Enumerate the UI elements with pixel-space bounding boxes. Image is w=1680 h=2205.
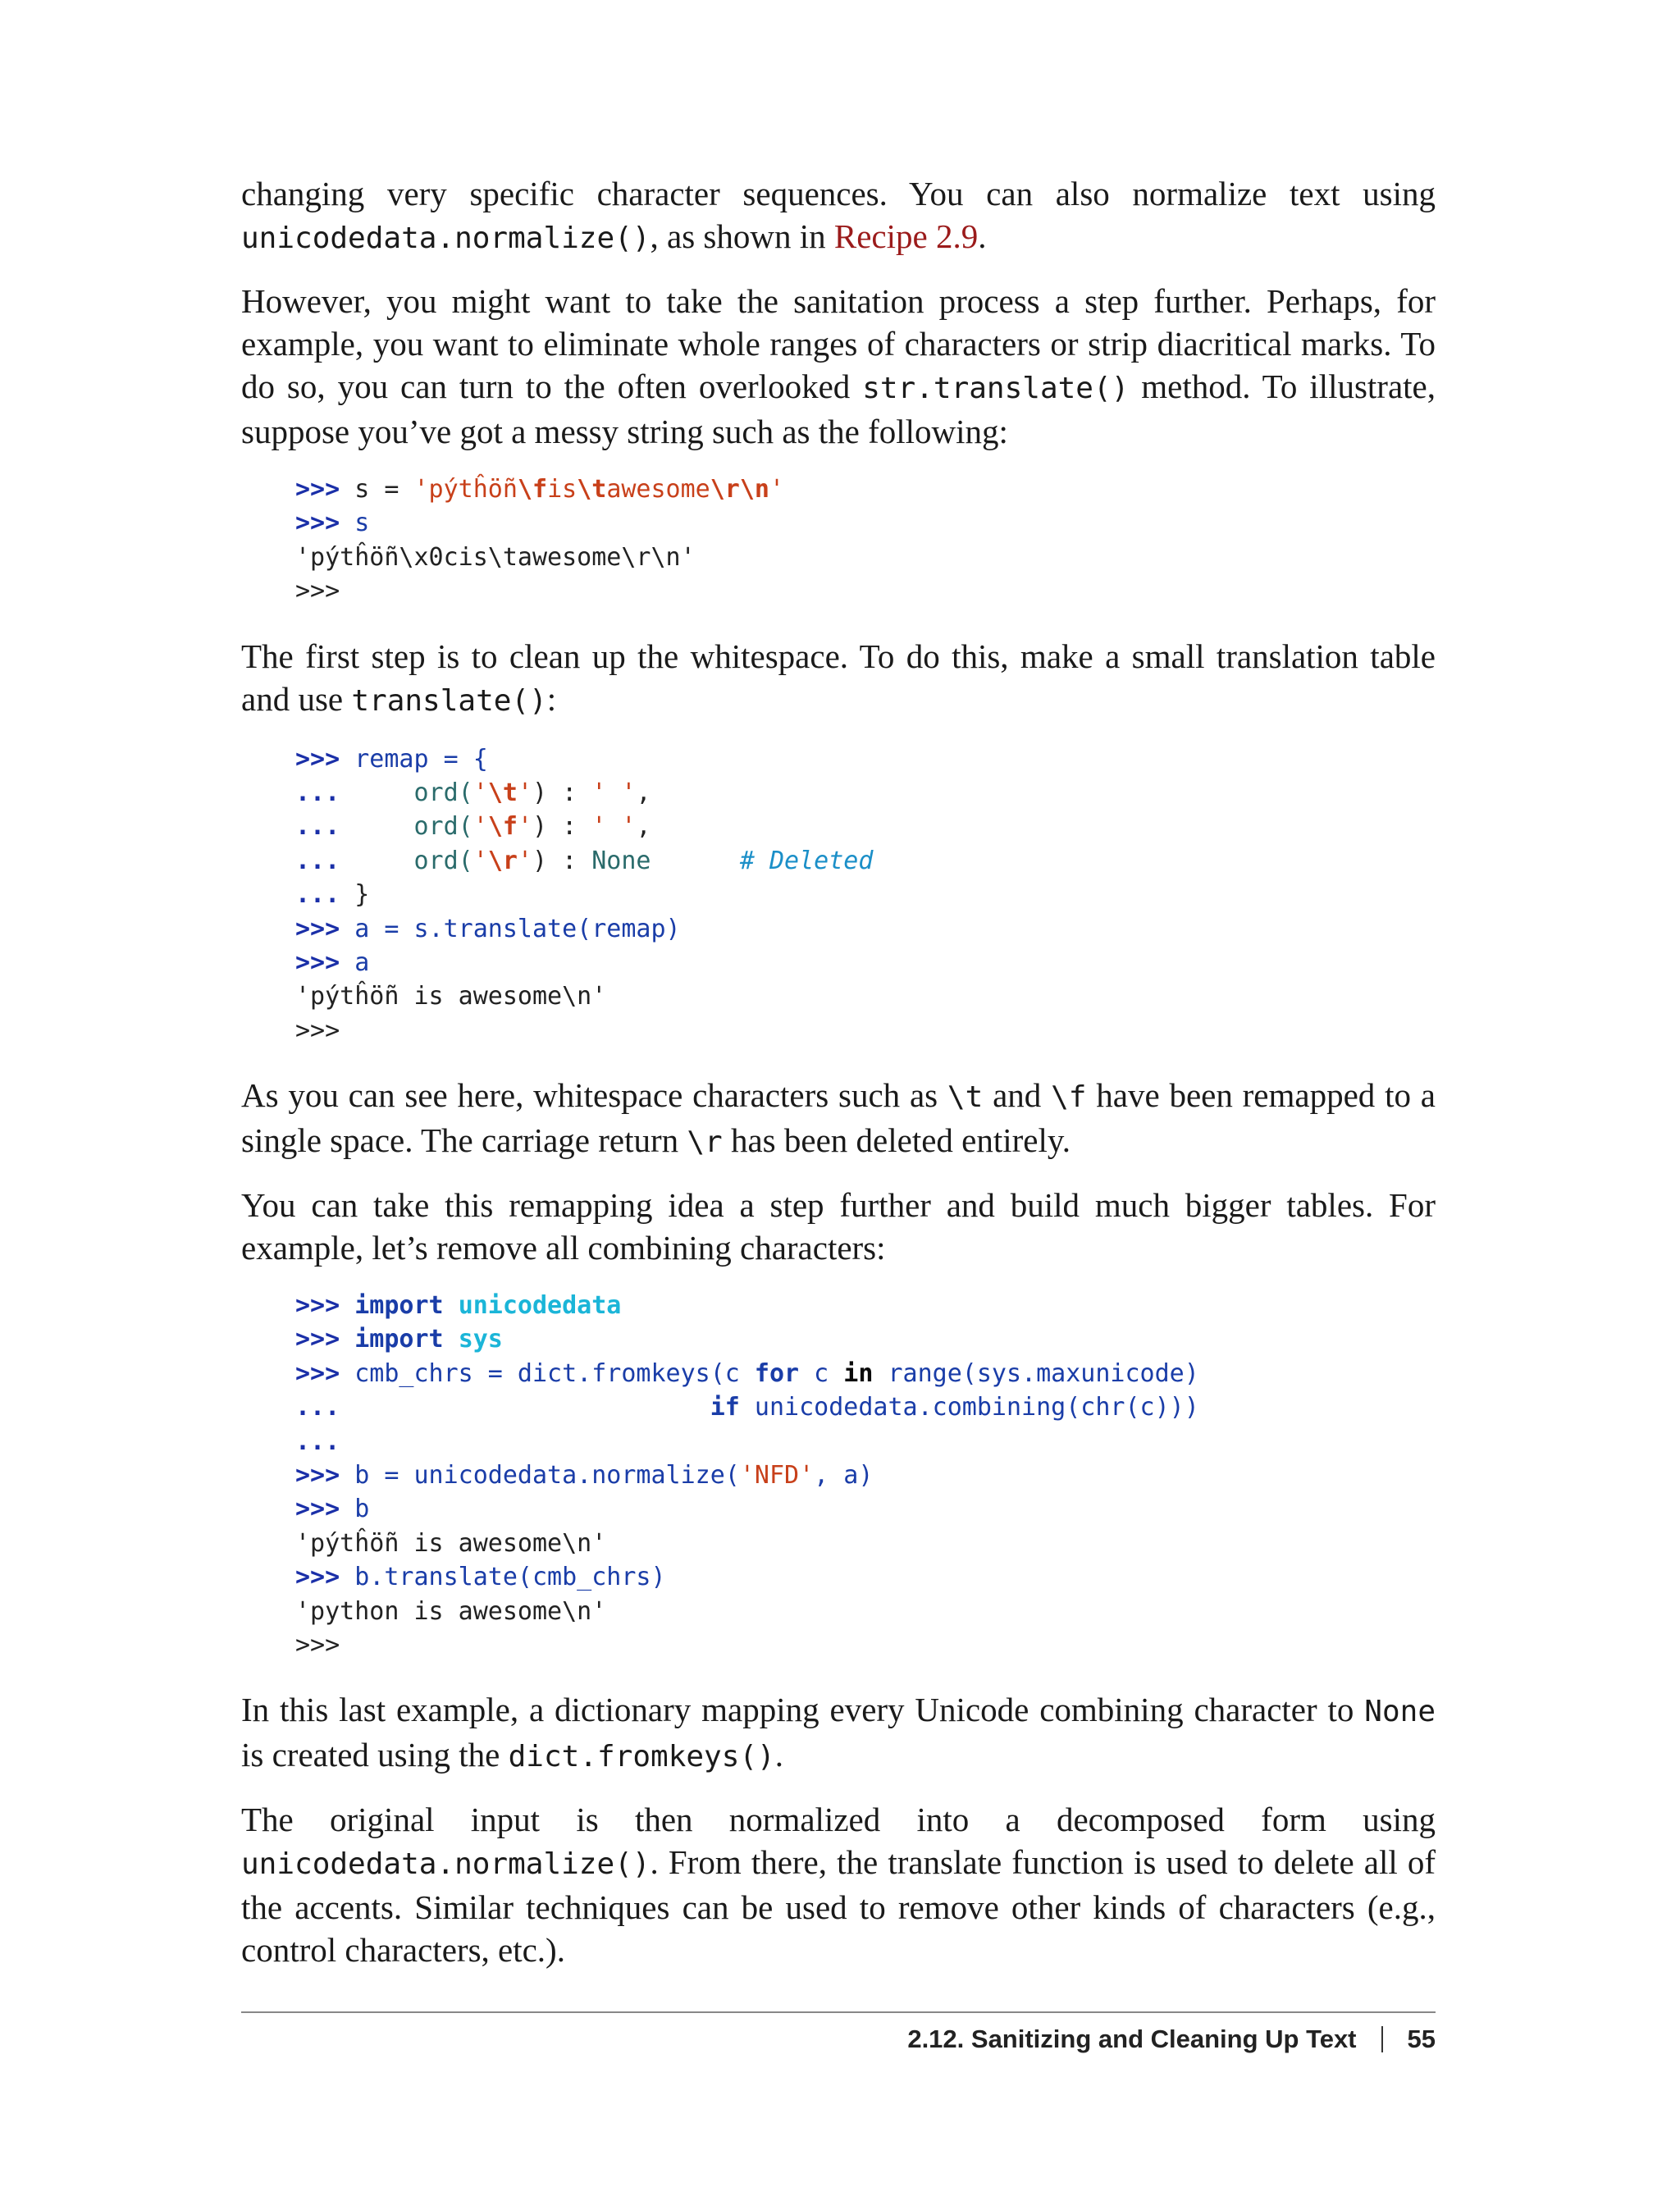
code-text: a = s.translate(remap) [354, 914, 681, 943]
comment: # Deleted [739, 846, 874, 875]
escape: \r\n [710, 475, 769, 504]
page-footer [907, 2025, 1436, 2054]
prompt: >>> [295, 1630, 340, 1659]
inline-code: \t [947, 1080, 984, 1115]
paragraph [241, 1798, 1436, 1971]
module-name: sys [458, 1325, 503, 1354]
escape: \f [517, 475, 548, 504]
text: . From there, the translate function is used to delete all of the accents. Similar techniques can be used to remove other kinds of characters (e.g., control characters, etc.). [241, 1843, 1436, 1970]
prompt: >>> [295, 1461, 340, 1491]
code-line [295, 1322, 1436, 1356]
code-text: remap = { [354, 744, 488, 774]
prompt: >>> [295, 744, 340, 774]
code-line [295, 506, 1436, 540]
code-text: s = [354, 475, 414, 504]
prompt: >>> [295, 509, 340, 538]
code-text: ord( [413, 812, 473, 842]
string: awesome [606, 475, 710, 504]
string: ' [472, 778, 488, 807]
code-text: ord( [413, 846, 473, 875]
code-text: , [636, 778, 651, 807]
continuation: ... [295, 846, 340, 875]
escape: \r [487, 846, 518, 875]
inline-code: None [1364, 1695, 1436, 1729]
paragraph [241, 280, 1436, 453]
code-text: b.translate(cmb_chrs) [354, 1563, 666, 1592]
prompt: >>> [295, 1358, 340, 1388]
continuation: ... [295, 1427, 340, 1456]
inline-code: \r [687, 1125, 723, 1160]
code-line [295, 1459, 1436, 1492]
code-line [295, 1289, 1436, 1322]
code-line [295, 810, 1436, 843]
code-text: ord( [413, 778, 473, 807]
text: You can take this remapping idea a step further and build much bigger tables. For example, let’s remove all combining characters: [241, 1186, 1436, 1267]
code-block [295, 472, 1436, 609]
inline-code: translate() [351, 683, 547, 718]
prompt: >>> [295, 1495, 340, 1524]
code-text: a [354, 947, 370, 977]
string: ' ' [591, 812, 637, 842]
code-text: unicodedata.combining(chr(c))) [739, 1393, 1199, 1422]
inline-code: unicodedata.normalize() [241, 1847, 651, 1882]
keyword: if [710, 1393, 740, 1422]
code-line [295, 878, 1436, 911]
paragraph [241, 635, 1436, 723]
continuation: ... [295, 778, 340, 807]
text: However, you might want to take the sanitation process a step further. Perhaps, for example, you want to eliminate whole ranges of characters or strip diacritical marks. To do so, you can turn to the often overlooked [241, 282, 1436, 405]
text: is created using the [241, 1736, 509, 1774]
module-name: unicodedata [458, 1291, 622, 1321]
code-line [295, 1628, 1436, 1662]
inline-code: dict.fromkeys() [508, 1740, 775, 1774]
code-line [295, 946, 1436, 979]
code-line [295, 1390, 1436, 1424]
code-text: ) : [532, 778, 592, 807]
code-text: ) : [532, 846, 592, 875]
string: ' [472, 846, 488, 875]
text: , as shown in [650, 217, 834, 255]
paragraph [241, 1688, 1436, 1778]
string: ' [517, 846, 532, 875]
code-text: , a) [814, 1461, 874, 1491]
code-text: s [354, 509, 370, 538]
code-line [295, 574, 1436, 608]
code-line [295, 844, 1436, 878]
text: . [978, 217, 987, 255]
escape: \t [577, 475, 607, 504]
prompt: >>> [295, 1291, 340, 1321]
output: 'python is awesome\n' [295, 1596, 607, 1626]
keyword: in [843, 1358, 874, 1388]
code-block [295, 1289, 1436, 1662]
keyword: for [754, 1358, 800, 1388]
string: ' ' [591, 778, 637, 807]
string: ' [517, 778, 532, 807]
string: 'NFD' [739, 1461, 815, 1491]
string: is [547, 475, 578, 504]
text: The original input is then normalized into a decomposed form using [241, 1801, 1436, 1839]
code-line [295, 1527, 1436, 1560]
code-line [295, 1595, 1436, 1628]
page-body [241, 172, 1436, 1991]
code-line [295, 912, 1436, 946]
page-number: 55 [1407, 2025, 1436, 2053]
code-line [295, 541, 1436, 574]
code-line [295, 1492, 1436, 1526]
prompt: >>> [295, 914, 340, 943]
text: has been deleted entirely. [722, 1121, 1071, 1160]
output: 'pýtĥöñ\x0cis\tawesome\r\n' [295, 542, 696, 572]
code-text: cmb_chrs = dict.fromkeys(c [354, 1358, 755, 1388]
text: . [774, 1736, 783, 1774]
string: ' [769, 475, 785, 504]
code-text: range(sys.maxunicode) [873, 1358, 1199, 1388]
paragraph [241, 1184, 1436, 1269]
footer-divider [241, 2011, 1436, 2013]
footer-separator [1381, 2026, 1383, 2052]
code-line [295, 1425, 1436, 1459]
prompt: >>> [295, 1016, 340, 1045]
code-line [295, 742, 1436, 776]
prompt: >>> [295, 947, 340, 977]
continuation: ... [295, 880, 340, 910]
code-line [295, 776, 1436, 810]
code-text: b = unicodedata.normalize( [354, 1461, 740, 1491]
continuation: ... [295, 1393, 340, 1422]
prompt: >>> [295, 475, 340, 504]
code-line [295, 979, 1436, 1013]
string: 'pýtĥöñ [413, 475, 518, 504]
code-line [295, 1357, 1436, 1390]
code-block [295, 742, 1436, 1048]
escape: \t [487, 778, 518, 807]
code-text: ) : [532, 812, 592, 842]
text: The first step is to clean up the whitespace. To do this, make a small translation table and use [241, 637, 1436, 718]
continuation: ... [295, 812, 340, 842]
string: ' [472, 812, 488, 842]
code-text: b [354, 1495, 370, 1524]
text: : [546, 679, 557, 718]
code-text: c [799, 1358, 844, 1388]
prompt: >>> [295, 1563, 340, 1592]
code-line [295, 1014, 1436, 1048]
keyword: import [354, 1325, 444, 1354]
code-text: } [354, 880, 370, 910]
text: In this last example, a dictionary mapping every Unicode combining character to [241, 1691, 1365, 1729]
code-text: , [636, 812, 651, 842]
code-text: None [591, 846, 651, 875]
string: ' [517, 812, 532, 842]
code-line [295, 1560, 1436, 1594]
keyword: import [354, 1291, 444, 1321]
code-line [295, 472, 1436, 506]
paragraph [241, 1074, 1436, 1164]
inline-code: unicodedata.normalize() [241, 221, 651, 255]
prompt: >>> [295, 1325, 340, 1354]
prompt: >>> [295, 577, 340, 606]
inline-code: str.translate() [862, 372, 1130, 405]
output: 'pýtĥöñ is awesome\n' [295, 1528, 607, 1558]
text: have been remapped to a single space. The carriage return [241, 1076, 1436, 1160]
escape: \f [487, 812, 518, 842]
text: changing very specific character sequences. You can also normalize text using [241, 175, 1436, 212]
paragraph [241, 172, 1436, 260]
text: As you can see here, whitespace characters such as [241, 1076, 947, 1115]
text: and [983, 1076, 1052, 1115]
inline-code: \f [1051, 1080, 1087, 1115]
text: method. To illustrate, suppose you’ve got a messy string such as the following: [241, 368, 1436, 450]
recipe-link[interactable]: Recipe 2.9 [833, 217, 979, 255]
output: 'pýtĥöñ is awesome\n' [295, 982, 607, 1011]
running-footer-title: 2.12. Sanitizing and Cleaning Up Text [907, 2025, 1357, 2053]
